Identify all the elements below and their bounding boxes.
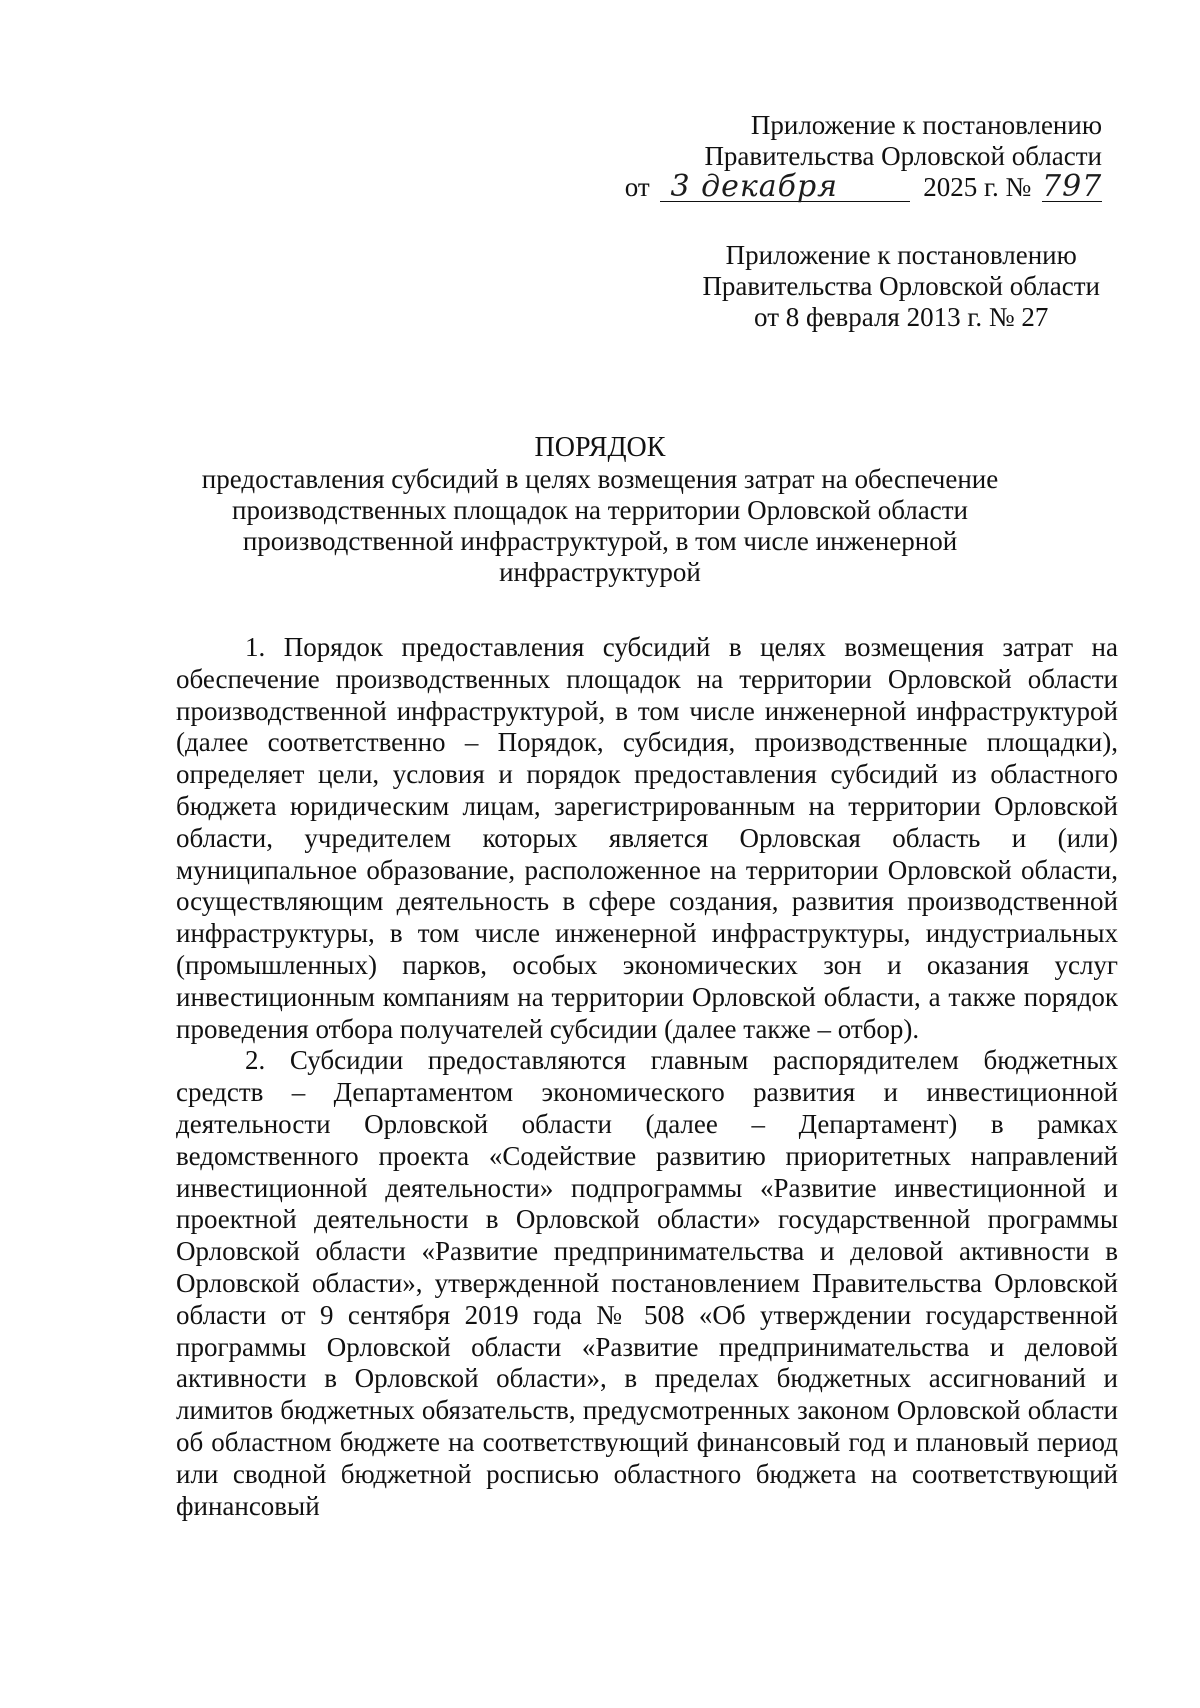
approval-current-year: 2025 г. № xyxy=(923,172,1032,202)
approval-stamp-original xyxy=(702,240,1100,333)
handwritten-date: 3 декабря xyxy=(660,173,910,202)
approval-original-line2: Правительства Орловской области xyxy=(702,271,1100,301)
document-subtitle: предоставления субсидий в целях возмещения затрат на обеспечение производственных площадок на территории Орловской области производственной инфраструктурой, в том числе инженерной инфраструктурой xyxy=(201,464,999,587)
document-title-block xyxy=(150,432,1050,588)
document-title: ПОРЯДОК xyxy=(534,432,666,463)
approval-current-prefix: от xyxy=(624,172,650,202)
approval-current-line1: Приложение к постановлению xyxy=(750,110,1102,140)
approval-original-line3: от 8 февраля 2013 г. № 27 xyxy=(754,302,1049,332)
approval-original-line1: Приложение к постановлению xyxy=(725,240,1077,270)
paragraph-1: 1. Порядок предоставления субсидий в целях возмещения затрат на обеспечение производственных площадок на территории Орловской области производственной инфраструктурой, в том числе инженерной инфраструктурой (далее соответственно – Порядок, субсидия, производственные площадки), определяет цели, условия и порядок предоставления субсидий из областного бюджета юридическим лицам, зарегистрированным на территории Орловской области, учредителем которых является Орловская область и (или) муниципальное образование, расположенное на территории Орловской области, осуществляющим деятельность в сфере создания, развития производственной инфраструктуры, в том числе инженерной инфраструктуры, индустриальных (промышленных) парков, особых экономических зон и оказания услуг инвестиционным компаниям на территории Орловской области, а также порядок проведения отбора получателей субсидии (далее также – отбор). xyxy=(176,632,1118,1044)
approval-current-date-line xyxy=(624,169,1103,204)
handwritten-number: 797 xyxy=(1042,169,1103,204)
approval-current-line2: Правительства Орловской области xyxy=(704,141,1102,171)
paragraph-2: 2. Субсидии предоставляются главным распорядителем бюджетных средств – Департаментом экономического развития и инвестиционной деятельности Орловской области (далее – Департамент) в рамках ведомственного проекта «Содействие развитию приоритетных направлений инвестиционной деятельности» подпрограммы «Развитие инвестиционной и проектной деятельности в Орловской области» государственной программы Орловской области «Развитие предпринимательства и деловой активности в Орловской области», утвержденной постановлением Правительства Орловской области от 9 сентября 2019 года № 508 «Об утверждении государственной программы Орловской области «Развитие предпринимательства и деловой активности в Орловской области», в пределах бюджетных ассигнований и лимитов бюджетных обязательств, предусмотренных законом Орловской области об областном бюджете на соответствующий финансовый год и плановый период или сводной бюджетной росписью областного бюджета на соответствующий финансовый xyxy=(176,1045,1118,1521)
document-body xyxy=(176,632,1118,1522)
approval-stamp-current xyxy=(625,110,1102,203)
